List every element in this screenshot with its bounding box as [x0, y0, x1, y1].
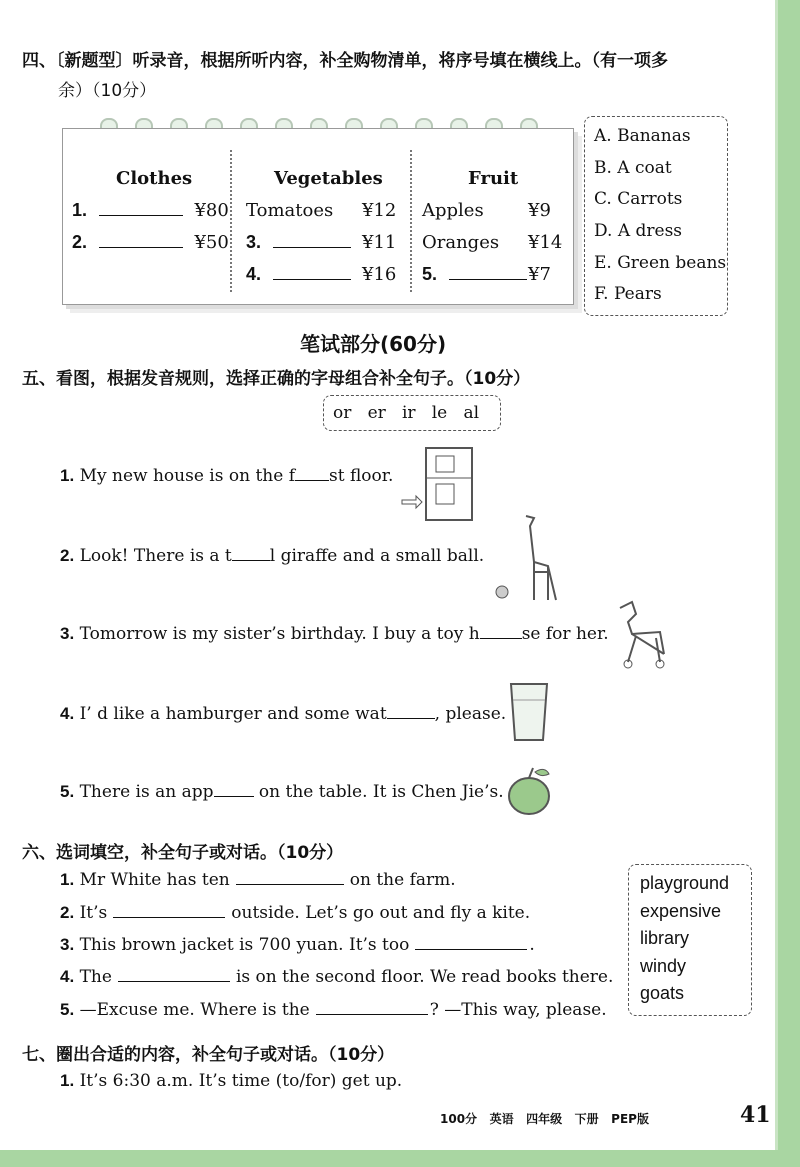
option-a: A. Bananas: [594, 126, 691, 146]
answer-blank[interactable]: [449, 278, 527, 280]
vegetables-row-3: 4. ¥16: [246, 264, 397, 285]
fruit-row-1: Apples ¥9: [422, 200, 551, 221]
giraffe-illustration: [490, 512, 570, 604]
clothes-row-1: 1. ¥80: [72, 200, 229, 221]
answer-blank[interactable]: [480, 637, 522, 639]
word-windy: windy: [640, 956, 687, 976]
answer-blank[interactable]: [236, 883, 344, 885]
footer-text: 100分 英语 四年级 下册 PEP版: [440, 1112, 649, 1126]
vegetables-row-1: Tomatoes ¥12: [246, 200, 397, 221]
clothes-row-2: 2. ¥50: [72, 232, 229, 253]
answer-blank[interactable]: [415, 948, 527, 950]
page-number: 41: [740, 1102, 771, 1128]
s5-sentence-4: 4. I’ d like a hamburger and some wat , please.: [60, 704, 507, 724]
section4-title: 四、〔新题型〕听录音，根据所听内容，补全购物清单，将序号填在横线上。（有一项多: [22, 51, 668, 71]
glass-of-water-illustration: [505, 678, 553, 746]
column-header-clothes: Clothes: [116, 168, 193, 189]
answer-blank[interactable]: [118, 980, 230, 982]
s5-sentence-2: 2. Look! There is a t l giraffe and a small ball.: [60, 546, 485, 566]
word-library: library: [640, 928, 690, 948]
fruit-row-3: 5. ¥7: [422, 264, 551, 285]
column-header-vegetables: Vegetables: [274, 168, 383, 189]
s6-sentence-5: 5. —Excuse me. Where is the ? —This way, please.: [60, 1000, 607, 1020]
s6-sentence-1: 1. Mr White has ten on the farm.: [60, 870, 456, 890]
option-c: C. Carrots: [594, 189, 683, 209]
answer-blank[interactable]: [295, 479, 329, 481]
word-goats: goats: [640, 983, 685, 1003]
option-b: B. A coat: [594, 158, 672, 178]
s5-sentence-5: 5. There is an app on the table. It is Chen Jie’s.: [60, 782, 504, 802]
fruit-row-2: Oranges ¥14: [422, 232, 563, 253]
apple-illustration: [505, 764, 555, 818]
section7-title: 七、圈出合适的内容，补全句子或对话。（10分）: [22, 1045, 395, 1065]
answer-blank[interactable]: [232, 559, 270, 561]
answer-blank[interactable]: [316, 1013, 428, 1015]
written-section-heading: 笔试部分(60分): [300, 332, 447, 356]
option-f: F. Pears: [594, 284, 662, 304]
section4-title-cont: 余）（10分）: [58, 81, 157, 101]
s6-sentence-2: 2. It’s outside. Let’s go out and fly a kite.: [60, 903, 531, 923]
option-d: D. A dress: [594, 221, 683, 241]
house-illustration: [398, 444, 478, 524]
letter-combinations: or er ir le al: [333, 403, 480, 423]
answer-blank[interactable]: [214, 795, 254, 797]
s6-sentence-4: 4. The is on the second floor. We read books there.: [60, 967, 614, 987]
section6-title: 六、选词填空，补全句子或对话。（10分）: [22, 843, 344, 863]
option-e: E. Green beans: [594, 253, 727, 273]
word-expensive: expensive: [640, 901, 722, 921]
answer-blank[interactable]: [99, 246, 183, 248]
answer-blank[interactable]: [273, 278, 351, 280]
vegetables-row-2: 3. ¥11: [246, 232, 397, 253]
s5-sentence-1: 1. My new house is on the f st floor.: [60, 466, 394, 486]
s7-sentence-1: 1. It’s 6:30 a.m. It’s time (to/for) get up.: [60, 1071, 403, 1091]
section5-title: 五、看图，根据发音规则，选择正确的字母组合补全句子。（10分）: [22, 369, 531, 389]
column-header-fruit: Fruit: [468, 168, 519, 189]
answer-blank[interactable]: [113, 916, 225, 918]
s6-sentence-3: 3. This brown jacket is 700 yuan. It’s too .: [60, 935, 535, 955]
word-playground: playground: [640, 873, 730, 893]
answer-blank[interactable]: [99, 214, 183, 216]
s5-sentence-3: 3. Tomorrow is my sister’s birthday. I buy a toy h se for her.: [60, 624, 609, 644]
answer-blank[interactable]: [273, 246, 351, 248]
toy-horse-illustration: [606, 598, 674, 670]
answer-blank[interactable]: [387, 717, 435, 719]
